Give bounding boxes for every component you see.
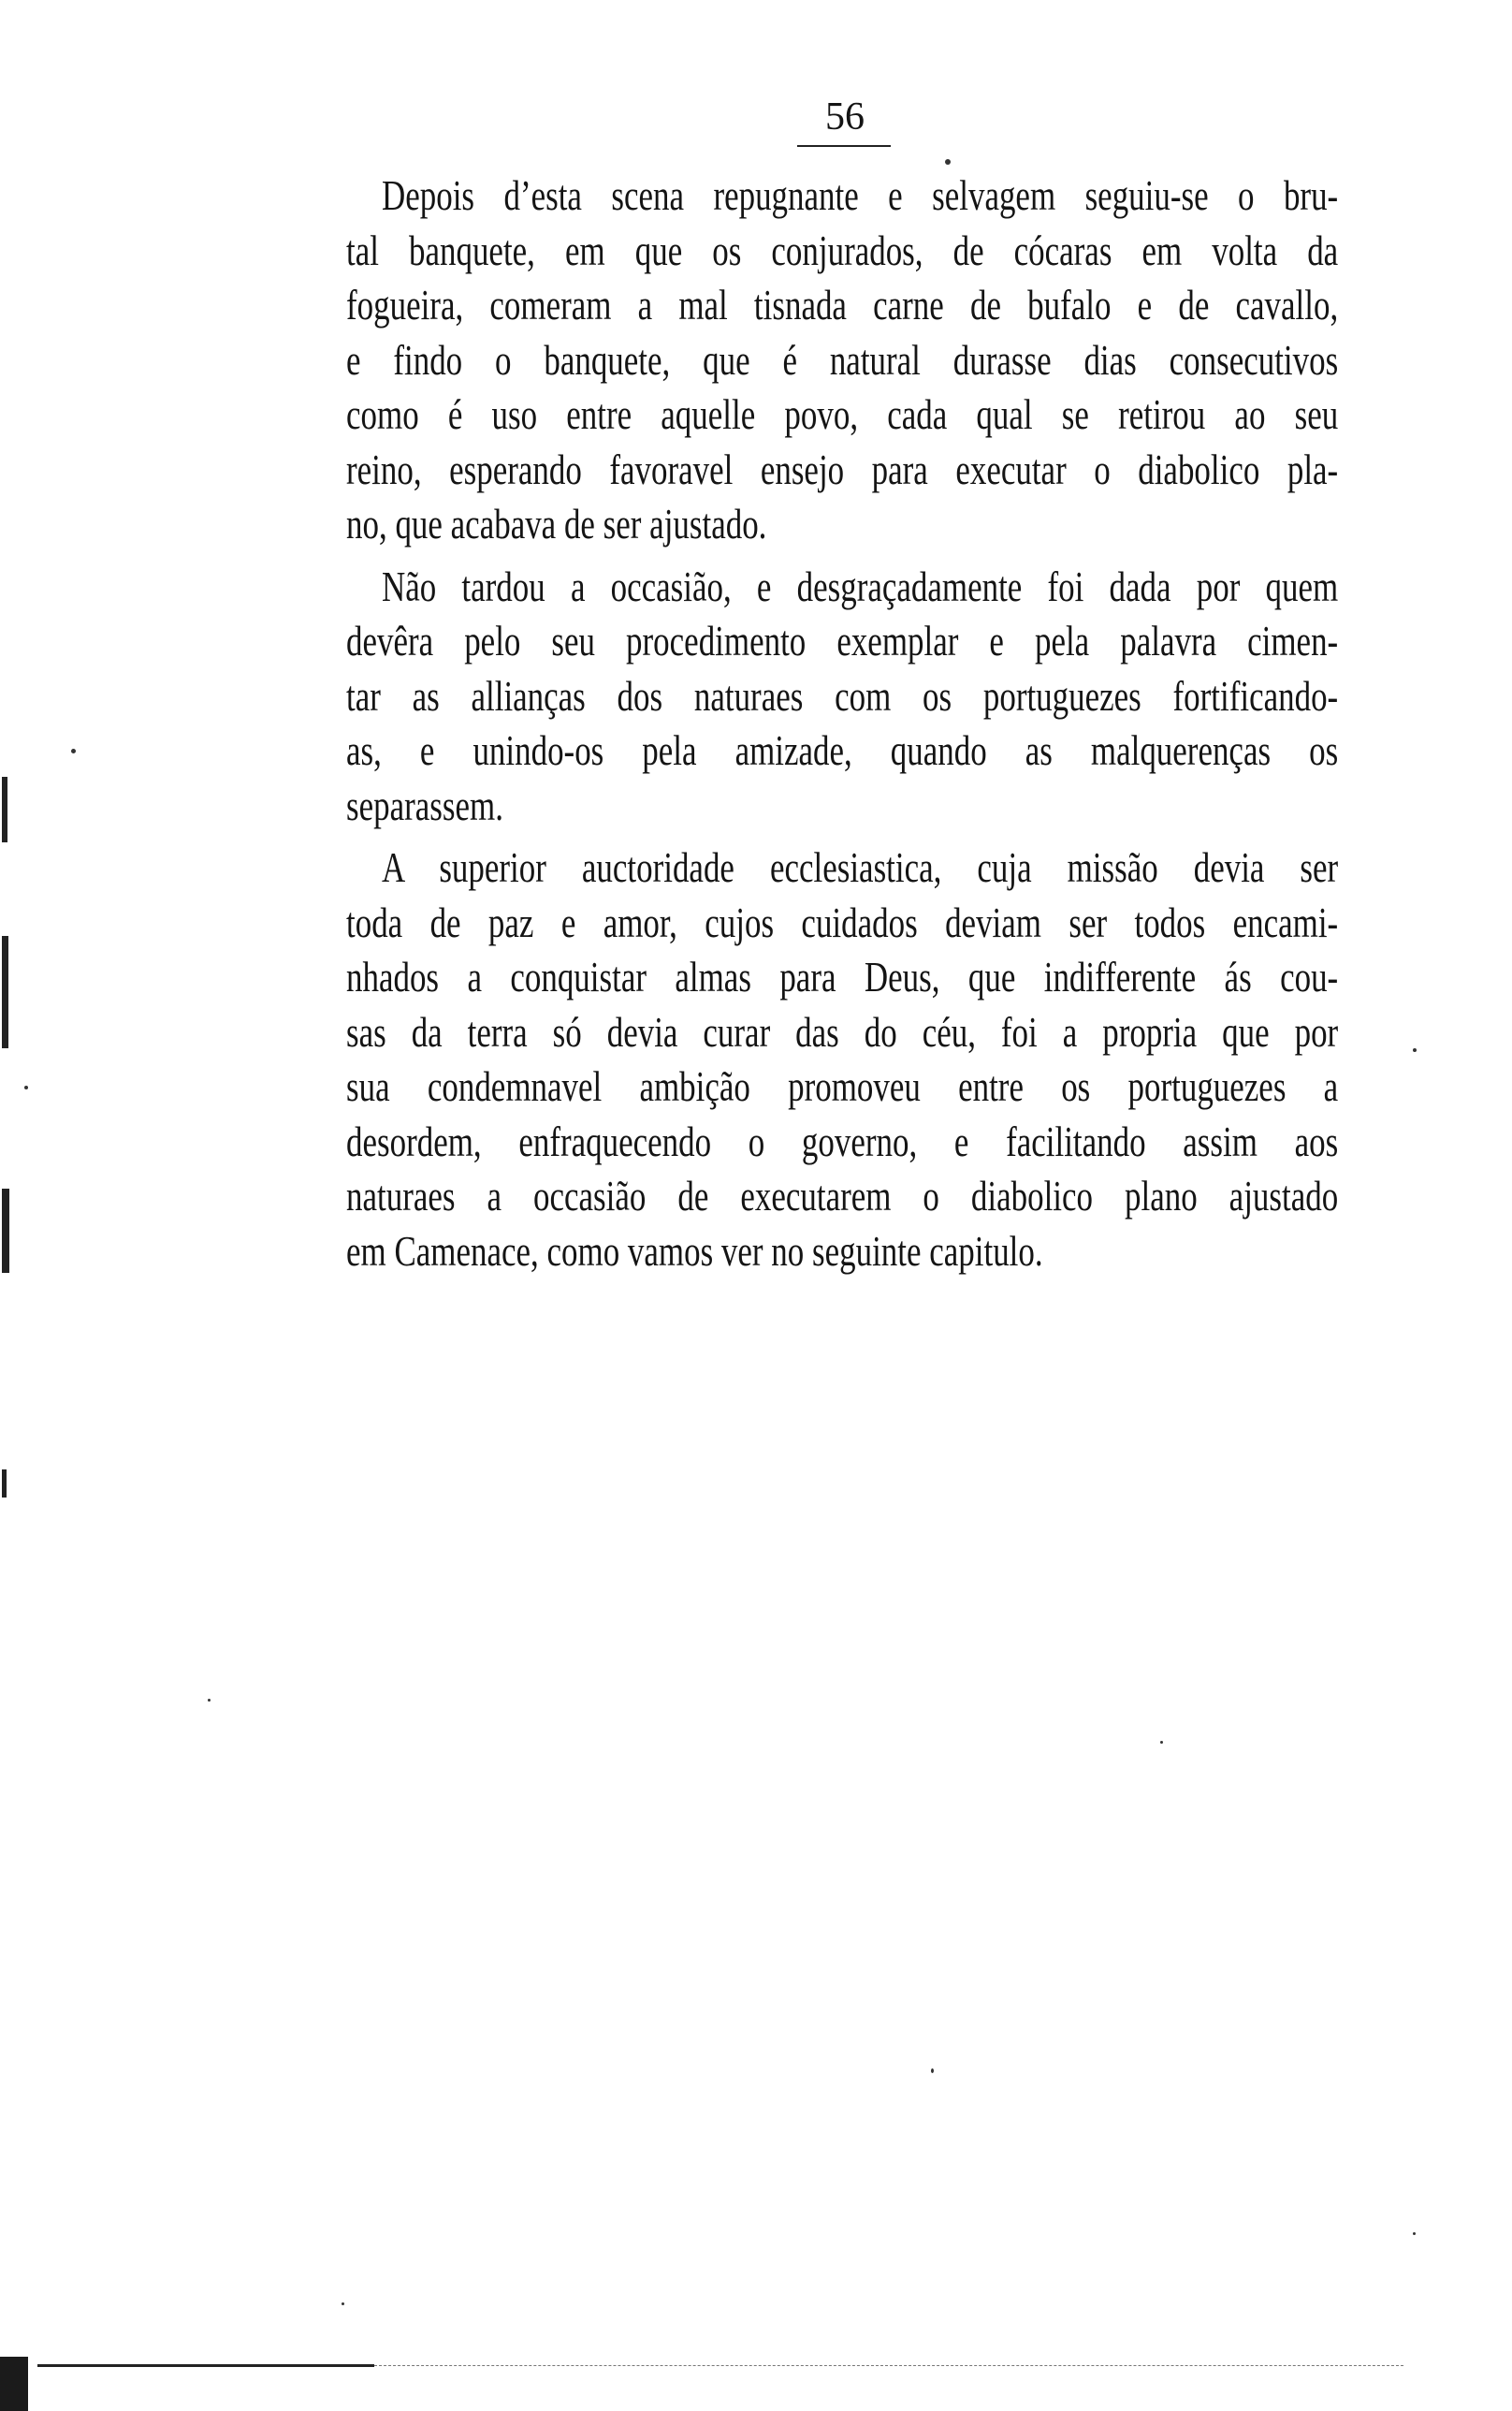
text-line: Não tardou a occasião, e desgraçadamente foi dada por quem bbox=[382, 562, 1339, 610]
scan-speck bbox=[71, 749, 76, 753]
text-line: separassem. bbox=[346, 781, 503, 829]
scan-edge-rule bbox=[37, 2364, 374, 2367]
text-line: fogueira, comeram a mal tisnada carne de bufalo e de cavallo, bbox=[346, 281, 1339, 329]
text-line: e findo o banquete, que é natural durasse dias consecutivos bbox=[346, 335, 1339, 384]
scan-speck bbox=[208, 1699, 211, 1702]
text-line: em Camenace, como vamos ver no seguinte capitulo. bbox=[346, 1226, 1043, 1275]
scan-speck bbox=[342, 2302, 344, 2305]
page-number-rule bbox=[797, 145, 891, 147]
text-line: no, que acabava de ser ajustado. bbox=[346, 500, 767, 548]
text-line: as, e unindo-os pela amizade, quando as malquerenças os bbox=[346, 726, 1339, 774]
text-line: sua condemnavel ambição promoveu entre os portuguezes a bbox=[346, 1062, 1339, 1110]
scan-speck bbox=[945, 159, 951, 165]
paragraph-3 bbox=[346, 840, 1338, 1279]
scan-speck bbox=[1413, 2232, 1416, 2235]
text-line: desordem, enfraquecendo o governo, e facilitando assim aos bbox=[346, 1117, 1339, 1165]
text-line: toda de paz e amor, cujos cuidados deviam ser todos encami- bbox=[346, 898, 1339, 946]
text-line: naturaes a occasião de executarem o diabolico plano ajustado bbox=[346, 1172, 1339, 1220]
scan-bottom-edge bbox=[0, 2340, 1512, 2411]
text-line: reino, esperando favoravel ensejo para executar o diabolico pla- bbox=[346, 445, 1339, 493]
paragraph-1 bbox=[346, 168, 1338, 552]
scan-edge-marks bbox=[0, 702, 13, 1638]
paragraph-2 bbox=[346, 560, 1338, 834]
scan-speck bbox=[24, 1086, 28, 1089]
text-line: nhados a conquistar almas para Deus, que indifferente ás cou- bbox=[346, 953, 1339, 1001]
scan-speck bbox=[1160, 1741, 1163, 1744]
text-line: tar as allianças dos naturaes com os portuguezes fortificando- bbox=[346, 671, 1339, 720]
scan-edge-block bbox=[0, 2357, 28, 2411]
text-line: como é uso entre aquelle povo, cada qual se retirou ao seu bbox=[346, 390, 1339, 438]
scan-speck bbox=[931, 2068, 934, 2073]
text-line: tal banquete, em que os conjurados, de cócaras em volta da bbox=[346, 226, 1339, 274]
text-line: Depois d’esta scena repugnante e selvagem seguiu-se o bru- bbox=[382, 171, 1339, 219]
scan-edge-dashed-rule bbox=[374, 2365, 1403, 2367]
page-number: 56 bbox=[825, 95, 865, 139]
scan-speck bbox=[1413, 1048, 1417, 1052]
text-line: sas da terra só devia curar das do céu, foi a propria que por bbox=[346, 1007, 1339, 1056]
text-line: devêra pelo seu procedimento exemplar e pela palavra cimen- bbox=[346, 617, 1339, 665]
text-line: A superior auctoridade ecclesiastica, cuja missão devia ser bbox=[382, 843, 1339, 891]
body-text bbox=[346, 168, 1338, 1286]
